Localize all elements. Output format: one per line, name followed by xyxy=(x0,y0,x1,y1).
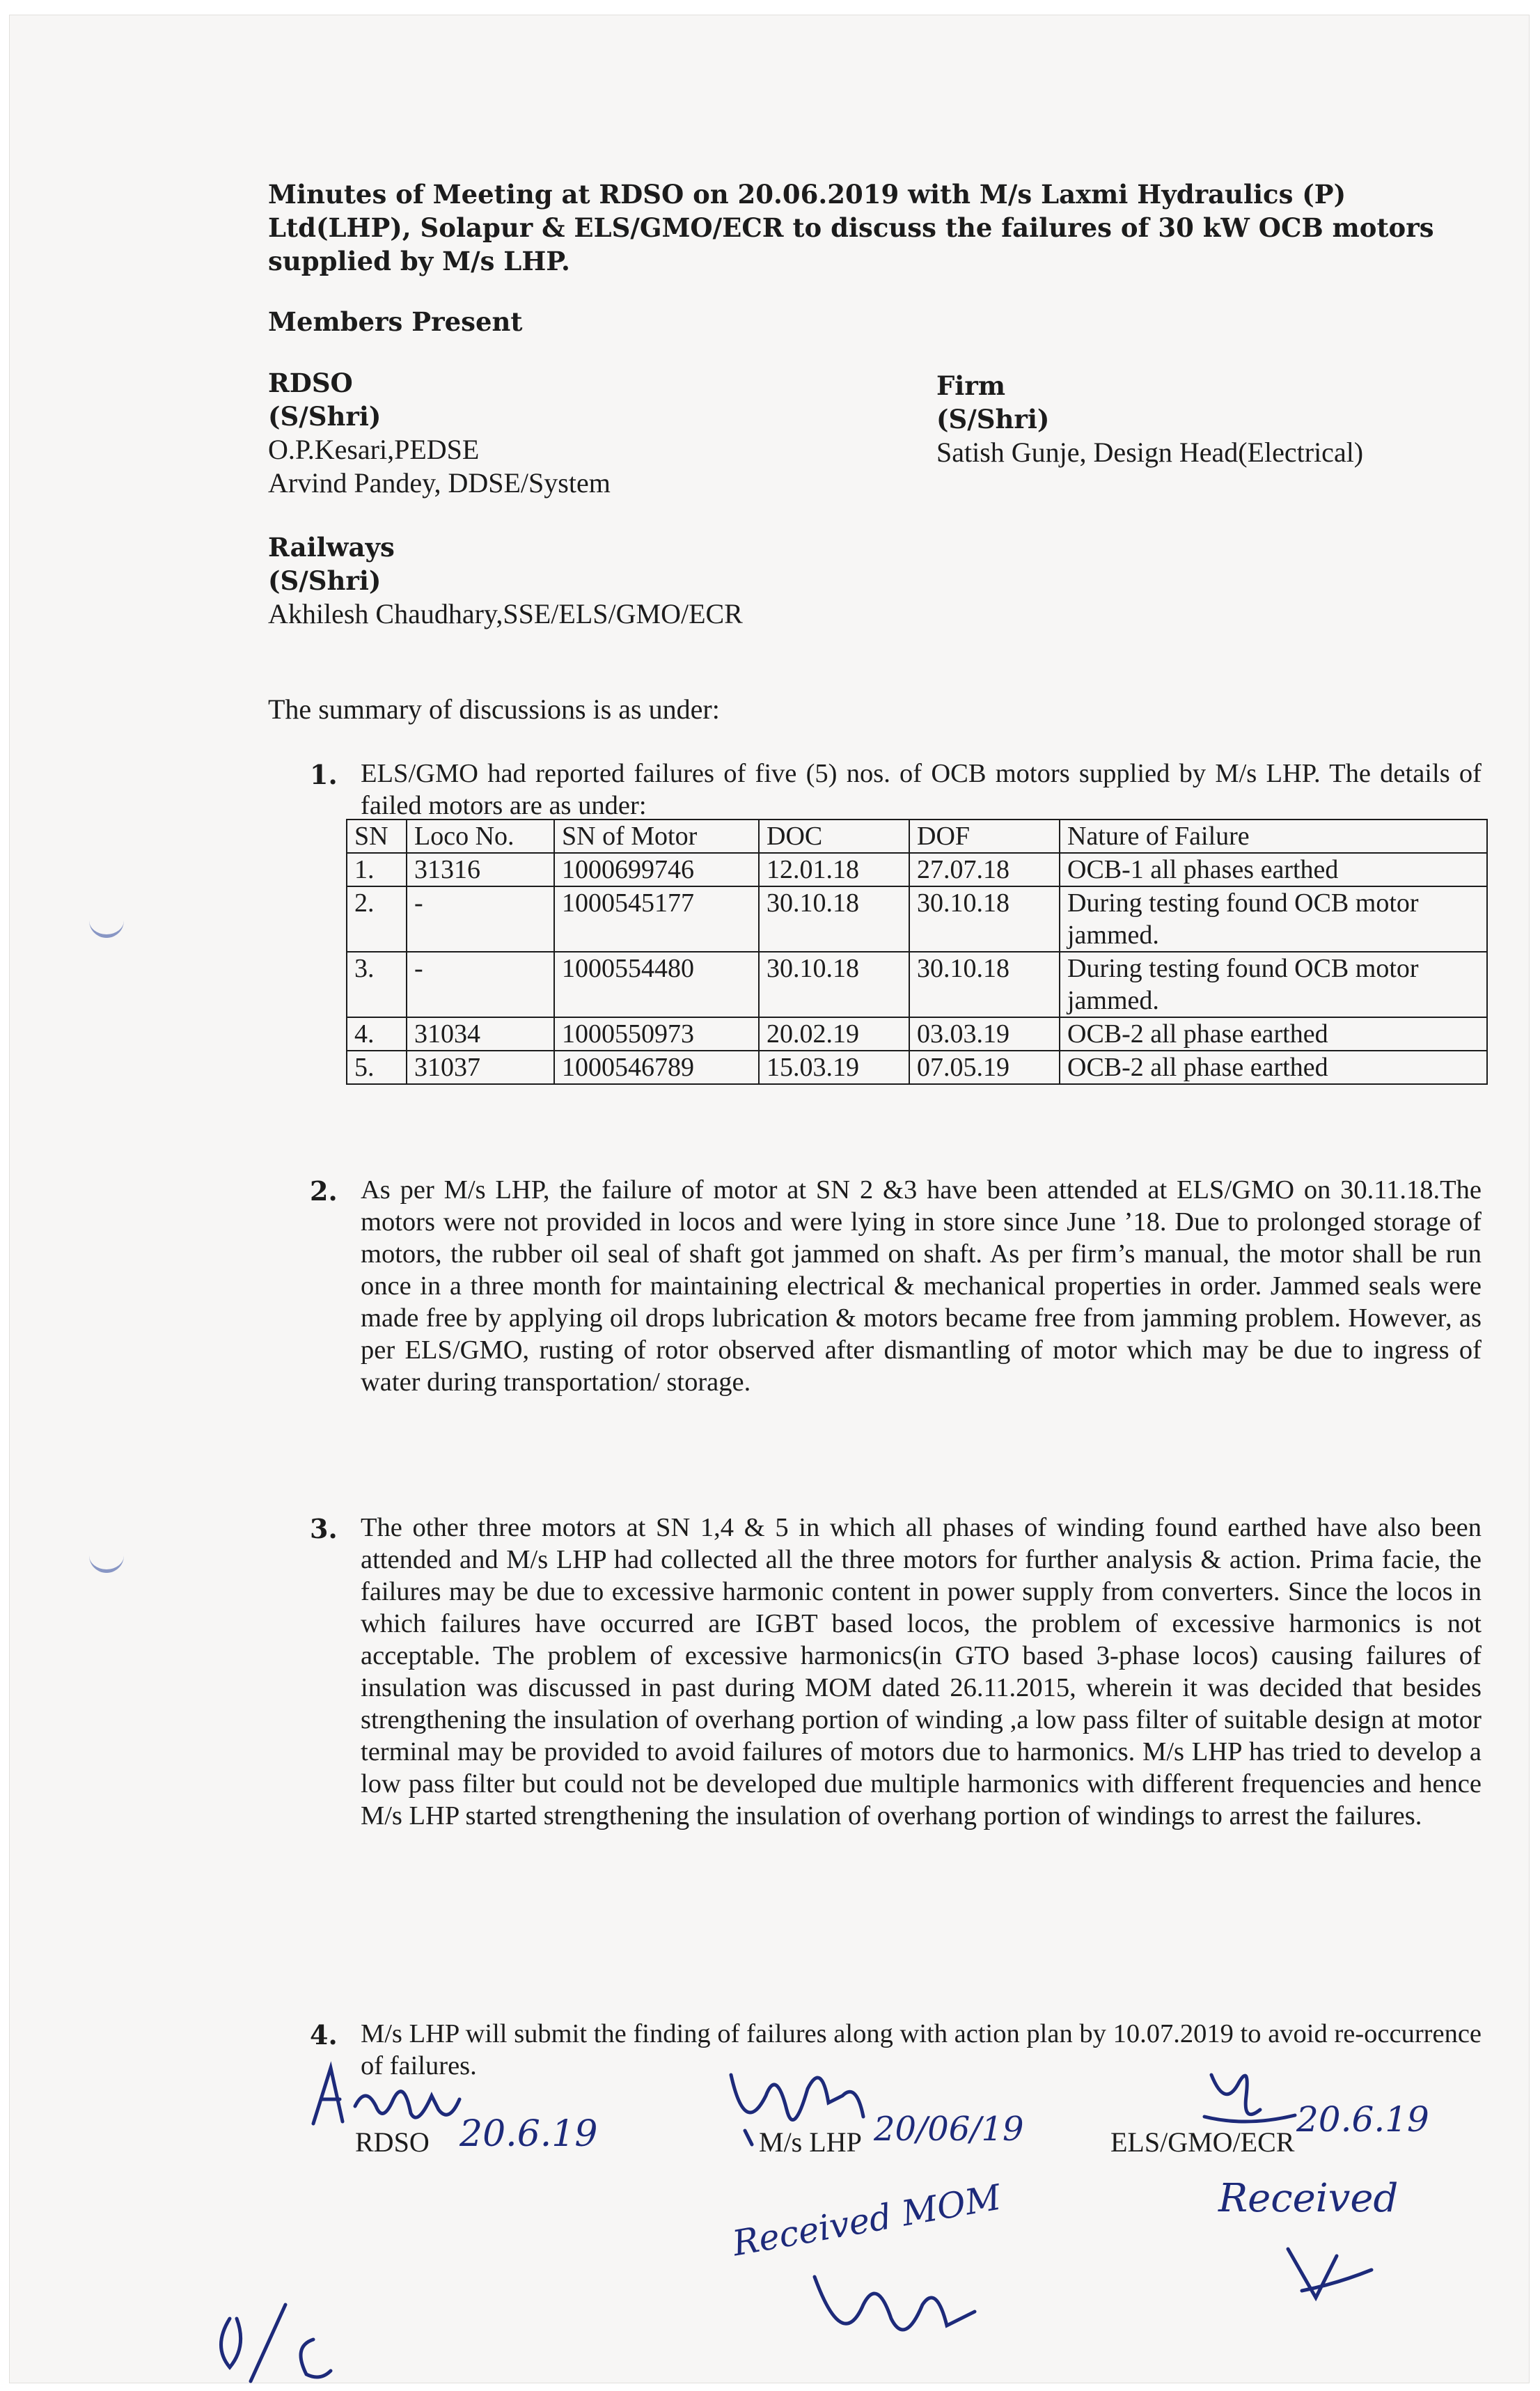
table-header-cell: DOF xyxy=(909,820,1060,853)
rdso-sign-date: 20.6.19 xyxy=(459,2113,598,2155)
table-cell: 12.01.18 xyxy=(759,853,909,886)
point-text: The other three motors at SN 1,4 & 5 in which all phases of winding found earthed have also been attended and M/s LHP had collected all the three motors for further analysis & action. Prima facie, the failures may be due to excessive harmonic content in power supply from converters. Since the locos in which failures have occurred are IGBT based locos, the problem of excessive harmonics is not acceptable. The problem of excessive harmonics(in GTO based 3-phase locos) causing failures of insulation was discussed in past during MOM dated 26.11.2015, wherein it was decided that besides strengthening the insulation of overhang portion of winding ,a low pass filter of suitable design at motor terminal may be provided to avoid failures of motors due to harmonics. M/s LHP has tried to develop a low pass filter but could not be developed due multiple harmonics with different frequencies and hence M/s LHP started strengthening the insulation of overhang portion of windings to arrest the failures. xyxy=(361,1513,1482,1831)
firm-block xyxy=(936,369,1363,469)
initials-scribble xyxy=(801,2263,1009,2353)
table-cell: 15.03.19 xyxy=(759,1051,909,1084)
point-number: 2. xyxy=(310,1175,338,1207)
table-cell: 30.10.18 xyxy=(909,952,1060,1017)
table-header-cell: DOC xyxy=(759,820,909,853)
table-row xyxy=(347,886,1487,952)
rdso-member: Arvind Pandey, DDSE/System xyxy=(268,467,611,499)
railways-heading: Railways xyxy=(268,532,395,563)
table-cell: - xyxy=(407,952,554,1017)
table-header-row xyxy=(347,820,1487,853)
table-row xyxy=(347,952,1487,1017)
table-cell: 03.03.19 xyxy=(909,1017,1060,1051)
table-cell: 07.05.19 xyxy=(909,1051,1060,1084)
rdso-sub: (S/Shri) xyxy=(268,401,382,432)
table-cell: During testing found OCB motor jammed. xyxy=(1060,952,1487,1017)
firm-sub: (S/Shri) xyxy=(936,404,1050,434)
table-cell: 1000546789 xyxy=(554,1051,759,1084)
table-cell: 3. xyxy=(347,952,407,1017)
point-number: 4. xyxy=(310,2019,338,2051)
received-mom-note: Received MOM xyxy=(729,2177,1005,2264)
rdso-block xyxy=(268,366,611,500)
table-cell: 1000550973 xyxy=(554,1017,759,1051)
table-cell: 1000545177 xyxy=(554,886,759,952)
table-cell: OCB-1 all phases earthed xyxy=(1060,853,1487,886)
summary-intro: The summary of discussions is as under: xyxy=(268,693,720,725)
table-cell: 30.10.18 xyxy=(909,886,1060,952)
railways-sub: (S/Shri) xyxy=(268,565,382,596)
ecr-sign-date: 20.6.19 xyxy=(1296,2099,1429,2140)
received-note: Received xyxy=(1218,2176,1399,2221)
table-cell: 31316 xyxy=(407,853,554,886)
table-row xyxy=(347,1051,1487,1084)
document-title: Minutes of Meeting at RDSO on 20.06.2019 with M/s Laxmi Hydraulics (P) Ltd(LHP), Solapur & ELS/GMO/ECR to discuss the failures of 30 kW OCB motors supplied by M/s LHP. xyxy=(268,179,1434,276)
table-cell: 1000699746 xyxy=(554,853,759,886)
table-cell: 5. xyxy=(347,1051,407,1084)
table-cell: 1. xyxy=(347,853,407,886)
table-header-cell: Loco No. xyxy=(407,820,554,853)
firm-sign-date: 20/06/19 xyxy=(874,2110,1024,2149)
table-header-cell: SN of Motor xyxy=(554,820,759,853)
table-cell: During testing found OCB motor jammed. xyxy=(1060,886,1487,952)
table-header-cell: SN xyxy=(347,820,407,853)
table-cell: - xyxy=(407,886,554,952)
table-cell: 31037 xyxy=(407,1051,554,1084)
members-heading: Members Present xyxy=(268,306,523,337)
point-text: As per M/s LHP, the failure of motor at SN 2 &3 have been attended at ELS/GMO on 30.11.18.The motors were not provided in locos and were lying in store since June ’18. Due to prolonged storage of motors, the rubber oil seal of shaft got jammed on shaft. As per firm’s manual, the motor shall be run once in a three month for maintaining electrical & mechanical properties in order. Jammed seals were made free by applying oil drops lubrication & motors became free from jamming problem. However, as per ELS/GMO, rusting of rotor observed after dismantling of motor which may be due to ingress of water during transportation/ storage. xyxy=(361,1175,1482,1397)
table-header-cell: Nature of Failure xyxy=(1060,820,1487,853)
office-copy-mark xyxy=(209,2291,348,2388)
firm-member: Satish Gunje, Design Head(Electrical) xyxy=(936,437,1364,468)
table-cell: OCB-2 all phase earthed xyxy=(1060,1017,1487,1051)
table-row xyxy=(347,853,1487,886)
point-number: 1. xyxy=(310,759,338,790)
table-cell: 27.07.18 xyxy=(909,853,1060,886)
ecr-sign-label: ELS/GMO/ECR xyxy=(1110,2126,1295,2158)
railways-member: Akhilesh Chaudhary,SSE/ELS/GMO/ECR xyxy=(268,598,743,629)
table-cell: OCB-2 all phase earthed xyxy=(1060,1051,1487,1084)
table-cell: 20.02.19 xyxy=(759,1017,909,1051)
table-cell: 31034 xyxy=(407,1017,554,1051)
point-number: 3. xyxy=(310,1513,338,1544)
table-cell: 30.10.18 xyxy=(759,952,909,1017)
railways-block xyxy=(268,531,743,631)
initials-scribble xyxy=(1274,2228,1385,2312)
table-row xyxy=(347,1017,1487,1051)
point-text: M/s LHP will submit the finding of failures along with action plan by 10.07.2019 to avoid re-occurrence of failures. xyxy=(361,2019,1482,2080)
table-cell: 2. xyxy=(347,886,407,952)
failed-motors-table xyxy=(346,819,1488,1085)
table-cell: 4. xyxy=(347,1017,407,1051)
rdso-member: O.P.Kesari,PEDSE xyxy=(268,434,480,465)
point-text: ELS/GMO had reported failures of five (5) nos. of OCB motors supplied by M/s LHP. The details of failed motors are as under: xyxy=(361,759,1482,820)
rdso-heading: RDSO xyxy=(268,368,353,398)
table-cell: 1000554480 xyxy=(554,952,759,1017)
firm-sign-label: M/s LHP xyxy=(759,2126,862,2158)
rdso-sign-label: RDSO xyxy=(355,2126,430,2158)
firm-heading: Firm xyxy=(936,370,1005,401)
table-cell: 30.10.18 xyxy=(759,886,909,952)
